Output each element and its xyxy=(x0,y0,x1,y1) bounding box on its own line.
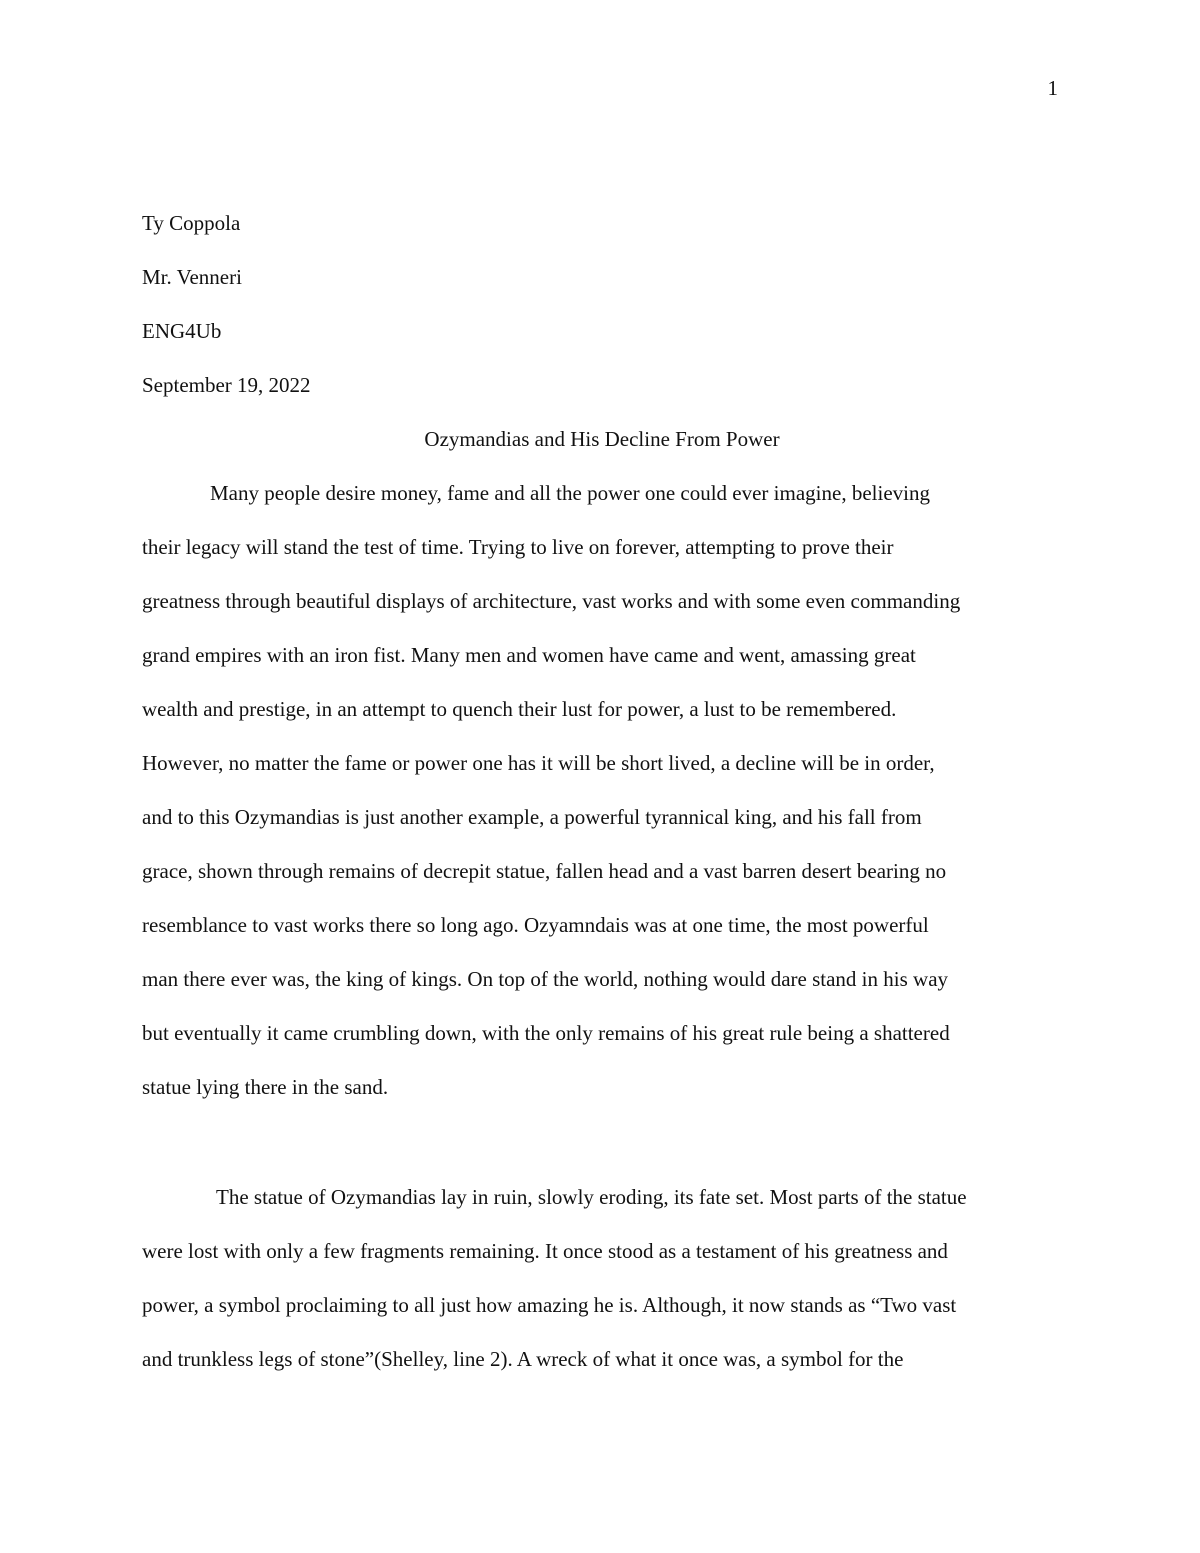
paragraph-spacer xyxy=(142,1114,1062,1170)
paragraph-1 xyxy=(142,466,1062,1114)
paragraph-line: wealth and prestige, in an attempt to quench their lust for power, a lust to be remembered. xyxy=(142,697,897,721)
document-body xyxy=(142,196,1062,1386)
paragraph-line: their legacy will stand the test of time. Trying to live on forever, attempting to prove their xyxy=(142,535,894,559)
paragraph-2 xyxy=(142,1170,1062,1386)
paragraph-line: greatness through beautiful displays of architecture, vast works and with some even commanding xyxy=(142,589,961,613)
paragraph-line: grand empires with an iron fist. Many men and women have came and went, amassing great xyxy=(142,643,916,667)
paragraph-line: Many people desire money, fame and all the power one could ever imagine, believing xyxy=(210,481,930,505)
author-name: Ty Coppola xyxy=(142,211,241,235)
paragraph-line: resemblance to vast works there so long ago. Ozyamndais was at one time, the most powerful xyxy=(142,913,929,937)
submission-date: September 19, 2022 xyxy=(142,373,311,397)
paragraph-line: statue lying there in the sand. xyxy=(142,1075,389,1099)
paragraph-line: man there ever was, the king of kings. On top of the world, nothing would dare stand in his way xyxy=(142,967,949,991)
paragraph-line: power, a symbol proclaiming to all just how amazing he is. Although, it now stands as “Two vast xyxy=(142,1293,957,1317)
page-number: 1 xyxy=(1047,76,1058,100)
paragraph-line: The statue of Ozymandias lay in ruin, slowly eroding, its fate set. Most parts of the statue xyxy=(216,1185,967,1209)
paragraph-line: and to this Ozymandias is just another example, a powerful tyrannical king, and his fall from xyxy=(142,805,922,829)
paragraph-line: However, no matter the fame or power one has it will be short lived, a decline will be in order, xyxy=(142,751,935,775)
course-code: ENG4Ub xyxy=(142,319,222,343)
paragraph-line: grace, shown through remains of decrepit statue, fallen head and a vast barren desert bearing no xyxy=(142,859,947,883)
paragraph-line: and trunkless legs of stone”(Shelley, line 2). A wreck of what it once was, a symbol for the xyxy=(142,1347,904,1371)
paragraph-line: were lost with only a few fragments remaining. It once stood as a testament of his greatness and xyxy=(142,1239,948,1263)
instructor-name: Mr. Venneri xyxy=(142,265,242,289)
essay-title: Ozymandias and His Decline From Power xyxy=(424,427,780,451)
paragraph-line: but eventually it came crumbling down, with the only remains of his great rule being a shattered xyxy=(142,1021,950,1045)
